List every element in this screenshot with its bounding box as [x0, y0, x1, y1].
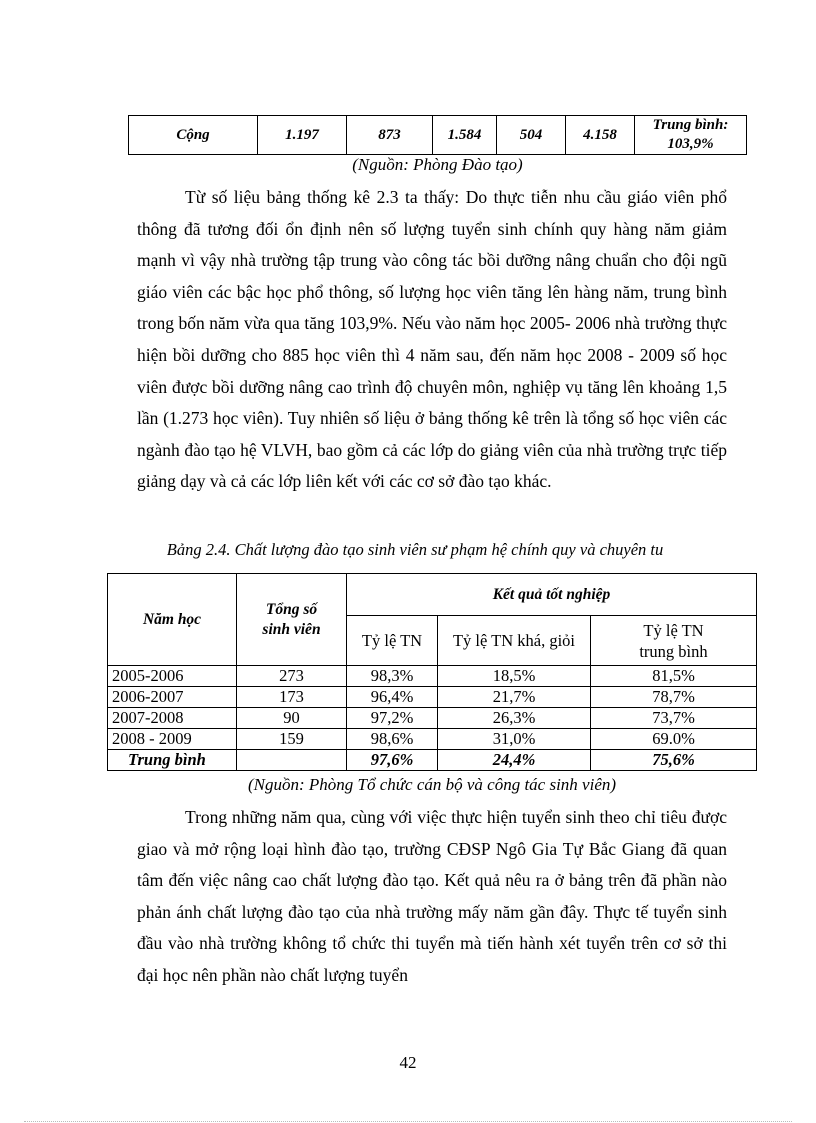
header-rate: Tỷ lệ TN	[347, 616, 438, 666]
table-row	[108, 666, 757, 687]
table-cell: Cộng	[129, 116, 258, 155]
average-value: 103,9%	[667, 136, 714, 152]
header-rate-good: Tỷ lệ TN khá, giỏi	[438, 616, 591, 666]
table-cell: 69.0%	[591, 729, 757, 750]
table-cell: 2006-2007	[108, 687, 237, 708]
table-cell: 98,3%	[347, 666, 438, 687]
table-cell: 31,0%	[438, 729, 591, 750]
table-row	[108, 687, 757, 708]
source-note-2: (Nguồn: Phòng Tổ chức cán bộ và công tác sinh viên)	[247, 775, 617, 794]
table-cell: 24,4%	[438, 750, 591, 771]
table-cell: 1.197	[258, 116, 347, 155]
paragraph-2	[137, 802, 727, 992]
table-row-average	[108, 750, 757, 771]
paragraph-text: Trong những năm qua, cùng với việc thực hiện tuyển sinh theo chỉ tiêu được giao và mở rộng loại hình đào tạo, trường CĐSP Ngô Gia Tự Bắc Giang đã quan tâm đến việc nâng cao chất lượng đào tạo. Kết quả nêu ra ở bảng trên đã phần nào phản ánh chất lượng đào tạo của nhà trường mấy năm gần đây. Thực tế tuyển sinh đầu vào nhà trường không tổ chức thi tuyển mà tiến hành xét tuyển trên cơ sở thi đại học nên phần nào chất lượng tuyển	[137, 807, 727, 985]
page-number: 42	[399, 1053, 417, 1072]
table-cell: 18,5%	[438, 666, 591, 687]
table-cell: 873	[347, 116, 433, 155]
table-cell: 4.158	[566, 116, 635, 155]
table-caption: Bảng 2.4. Chất lượng đào tạo sinh viên sư phạm hệ chính quy và chuyên tu	[166, 540, 664, 559]
table-cell: 97,6%	[347, 750, 438, 771]
table-row	[129, 116, 747, 155]
page-bottom-divider	[24, 1121, 792, 1122]
table-cell	[237, 750, 347, 771]
header-total	[237, 574, 347, 666]
table-cell: 159	[237, 729, 347, 750]
table-cell: 2007-2008	[108, 708, 237, 729]
paragraph-text: Từ số liệu bảng thống kê 2.3 ta thấy: Do thực tiễn nhu cầu giáo viên phổ thông đã tương đối ổn định nên số lượng tuyển sinh chính quy hàng năm giảm mạnh vì vậy nhà trường tập trung vào công tác bồi dưỡng nâng chuẩn cho đội ngũ giáo viên các bậc học phổ thông, số lượng học viên tăng lên hàng năm, trung bình trong bốn năm vừa qua tăng 103,9%. Nếu vào năm học 2005- 2006 nhà trường thực hiện bồi dưỡng cho 885 học viên thì 4 năm sau, đến năm học 2008 - 2009 số học viên được bồi dưỡng nâng cao trình độ chuyên môn, nghiệp vụ tăng lên khoảng 1,5 lần (1.273 học viên). Tuy nhiên số liệu ở bảng thống kê trên là tổng số học viên các ngành đào tạo hệ VLVH, bao gồm cả các lớp do giảng viên của nhà trường trực tiếp giảng dạy và cả các lớp liên kết với các cơ sở đào tạo khác.	[137, 187, 727, 492]
table-cell-average	[635, 116, 747, 155]
table-header-row	[108, 574, 757, 616]
table-cell: 2008 - 2009	[108, 729, 237, 750]
table-cell: 1.584	[433, 116, 497, 155]
header-result: Kết quả tốt nghiệp	[347, 574, 757, 616]
table-cell: 96,4%	[347, 687, 438, 708]
average-label: Trung bình:	[652, 117, 729, 133]
table-row	[108, 729, 757, 750]
table-row	[108, 708, 757, 729]
table-cell: 21,7%	[438, 687, 591, 708]
header-year: Năm học	[108, 574, 237, 666]
source-note-1: (Nguồn: Phòng Đào tạo)	[352, 155, 523, 174]
table-cell: 26,3%	[438, 708, 591, 729]
table-cell: 173	[237, 687, 347, 708]
table-cell: 81,5%	[591, 666, 757, 687]
header-total-line1: Tổng số	[265, 600, 318, 618]
table-cell: 75,6%	[591, 750, 757, 771]
table-cell: 98,6%	[347, 729, 438, 750]
header-total-line2: sinh viên	[262, 620, 321, 638]
table-cell: 2005-2006	[108, 666, 237, 687]
table-2-4	[107, 573, 757, 771]
paragraph-1	[137, 182, 727, 498]
table-cell: 73,7%	[591, 708, 757, 729]
header-rate-avg-line2: trung bình	[639, 641, 708, 661]
table-cell: Trung bình	[108, 750, 237, 771]
table-cell: 504	[497, 116, 566, 155]
table-cell: 97,2%	[347, 708, 438, 729]
table-cell: 78,7%	[591, 687, 757, 708]
table-cell: 90	[237, 708, 347, 729]
header-rate-avg-line1: Tỷ lệ TN	[643, 620, 704, 640]
table-2-3-total-row	[128, 115, 747, 155]
header-rate-avg	[591, 616, 757, 666]
table-cell: 273	[237, 666, 347, 687]
